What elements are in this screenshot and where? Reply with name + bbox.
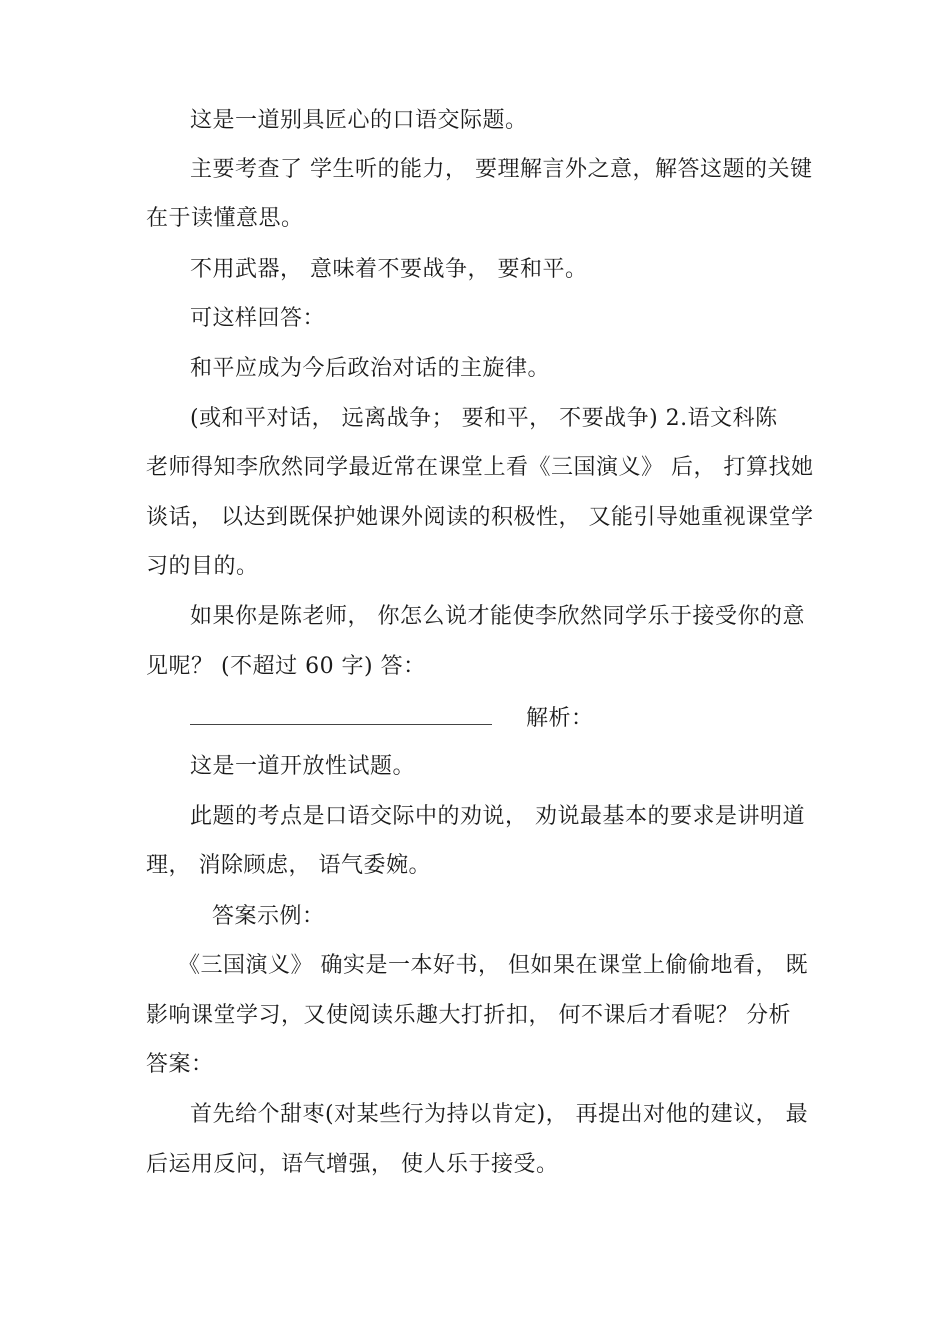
analysis-label: 解析： [526,706,594,731]
text-line: (或和平对话， 远离战争； 要和平， 不要战争) 2.语文科陈 [190,406,778,431]
text-line: 在于读懂意思。 [146,206,304,231]
text-line: 《三国演义》 确实是一本好书， 但如果在课堂上偷偷地看， 既 [178,953,808,978]
text-line: 答案： [146,1052,214,1077]
text-line: 首先给个甜枣(对某些行为持以肯定)， 再提出对他的建议， 最 [190,1102,809,1127]
text-line: 如果你是陈老师， 你怎么说才能使李欣然同学乐于接受你的意 [190,604,805,629]
text-line: 答案示例： [212,904,325,929]
answer-line [190,702,594,734]
text-line: 见呢？ (不超过 60 字) 答： [146,654,426,679]
text-line: 不用武器， 意味着不要战争， 要和平。 [190,257,588,282]
text-line: 老师得知李欣然同学最近常在课堂上看《三国演义》 后， 打算找她 [146,455,814,480]
text-line: 谈话， 以达到既保护她课外阅读的积极性， 又能引导她重视课堂学 [146,505,814,530]
text-line: 后运用反问，语气增强， 使人乐于接受。 [146,1152,559,1177]
text-line: 理， 消除顾虑， 语气委婉。 [146,853,431,878]
text-line: 主要考查了 学生听的能力， 要理解言外之意，解答这题的关键 [190,157,813,182]
text-line: 和平应成为今后政治对话的主旋律。 [190,356,551,381]
text-line: 习的目的。 [146,554,259,579]
text-line: 可这样回答： [190,306,326,331]
answer-blank[interactable] [190,702,492,725]
text-line: 影响课堂学习，又使阅读乐趣大打折扣， 何不课后才看呢？ 分析 [146,1003,791,1028]
text-line: 这是一道别具匠心的口语交际题。 [190,108,528,133]
text-line: 这是一道开放性试题。 [190,754,416,779]
text-line: 此题的考点是口语交际中的劝说， 劝说最基本的要求是讲明道 [190,804,805,829]
